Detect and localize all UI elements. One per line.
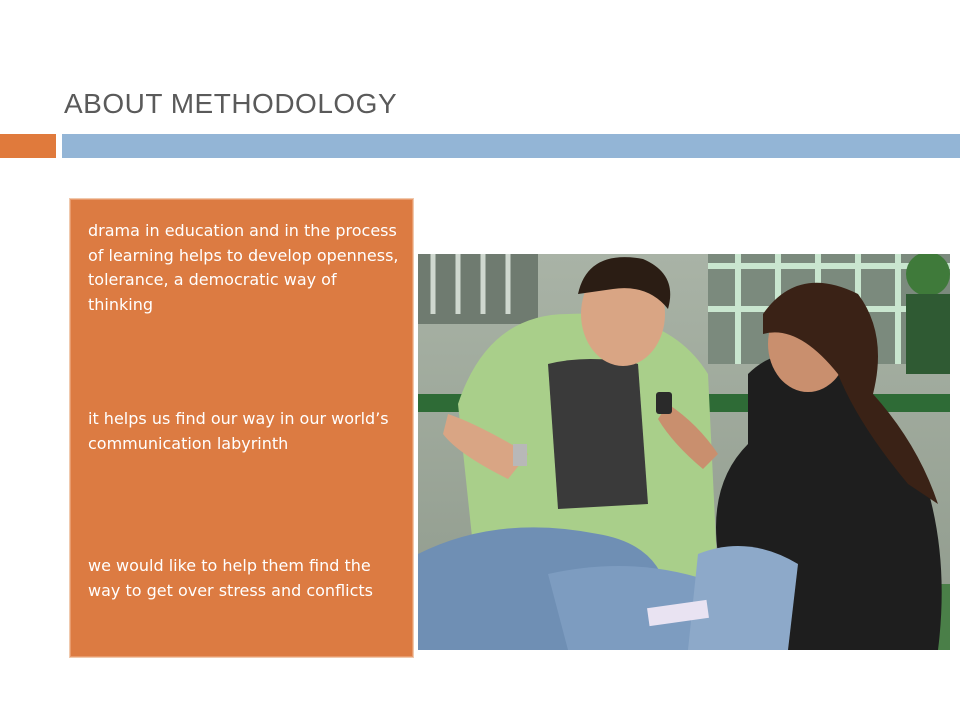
slide-title: ABOUT METHODOLOGY <box>64 88 398 119</box>
accent-bar-orange <box>0 134 56 158</box>
bullet-point-1: drama in education and in the process of learning helps to develop openness, tolerance, a democratic way of thinking <box>88 221 399 314</box>
accent-bar-blue <box>62 134 960 158</box>
photo-two-people-talking <box>418 254 950 650</box>
bullet-point-2: it helps us find our way in our world’s communication labyrinth <box>88 409 389 453</box>
bullet-text-box <box>69 198 414 658</box>
bullet-point-3: we would like to help them find the way to get over stress and conflicts <box>88 556 373 600</box>
